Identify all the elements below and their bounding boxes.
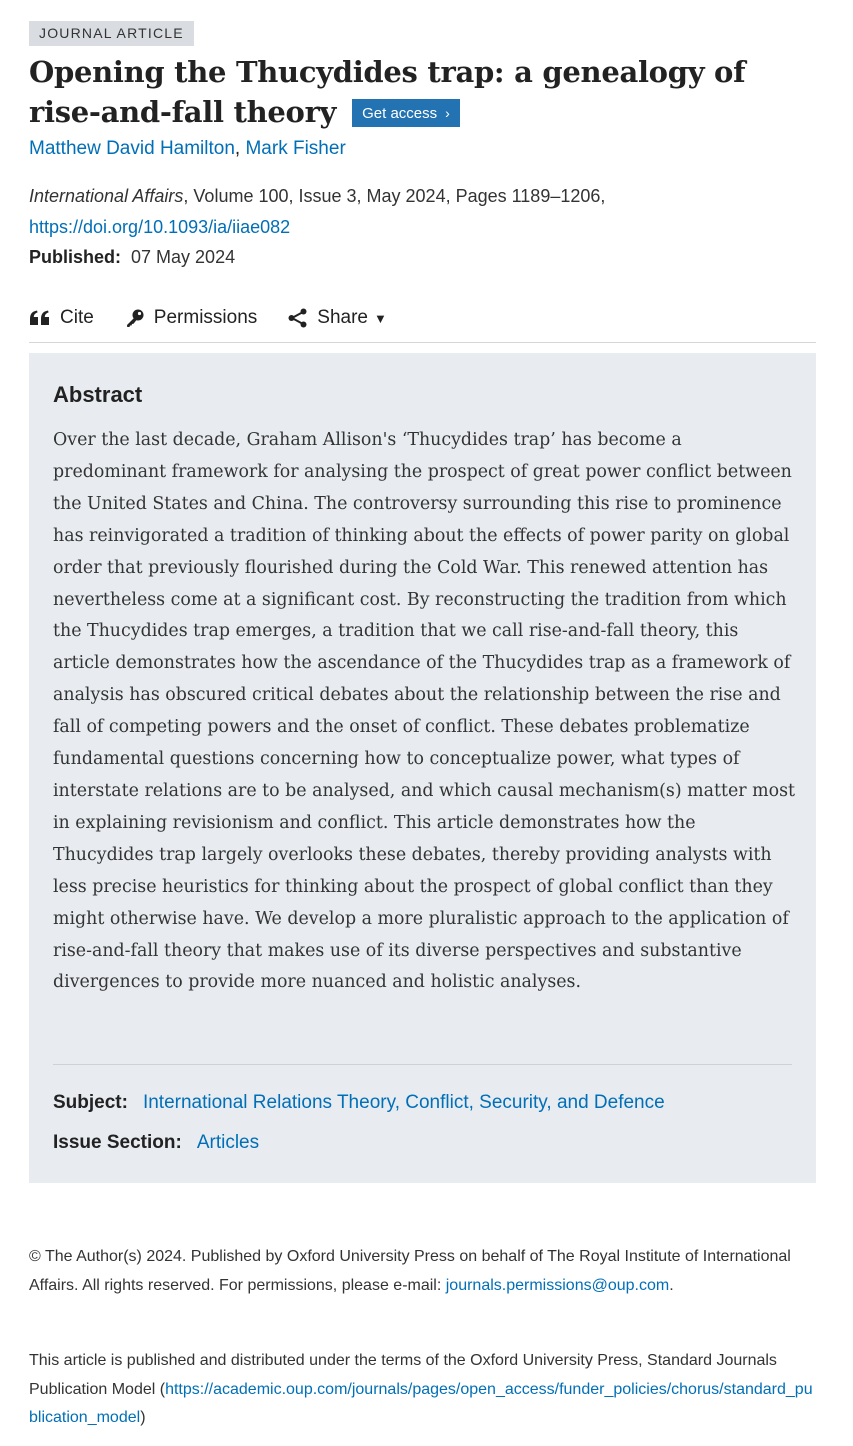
author-link[interactable]: Matthew David Hamilton: [29, 138, 235, 159]
cite-button[interactable]: [29, 307, 94, 329]
author-separator: ,: [234, 138, 246, 159]
permissions-email-link[interactable]: journals.permissions@oup.com: [445, 1276, 670, 1294]
license-end: ): [140, 1409, 146, 1426]
toolbar-divider: [29, 342, 816, 343]
get-access-button[interactable]: [352, 99, 460, 127]
issue-section-label: Issue Section:: [53, 1132, 182, 1153]
cite-label: Cite: [60, 307, 94, 328]
abstract-text: Over the last decade, Graham Allison's ‘Thucydides trap’ has become a predominant framework for analysing the prospect of great power conflict between the United States and China. The controversy surrounding this rise to prominence has reinvigorated a tradition of thinking about the effects of power parity on global order that previously flourished during the Cold War. This renewed attention has nevertheless come at a significant cost. By reconstructing the tradition from which the Thucydides trap emerges, a tradition that we call rise-and-fall theory, this article demonstrates how the ascendance of the Thucydides trap as a framework of analysis has obscured critical debates about the relationship between the rise and fall of competing powers and the onset of conflict. These debates problematize fundamental questions concerning how to conceptualize power, what types of interstate relations are to be analysed, and which causal mechanism(s) matter most in explaining revisionism and conflict. This article demonstrates how the Thucydides trap largely overlooks these debates, thereby providing analysts with less precise heuristics for thinking about the prospect of global conflict than they might otherwise have. We develop a more pluralistic approach to the application of rise-and-fall theory that makes use of its diverse perspectives and substantive divergences to provide more nuanced and holistic analyses.: [53, 430, 795, 993]
subject-row: [53, 1089, 665, 1117]
abstract-heading: Abstract: [53, 382, 143, 407]
subject-link[interactable]: International Relations Theory: [142, 1092, 395, 1113]
subject-separator: ,: [394, 1092, 406, 1113]
citation-details: , Volume 100, Issue 3, May 2024, Pages 1189–1206,: [183, 186, 606, 206]
issue-section-row: [53, 1129, 259, 1157]
key-icon: [125, 308, 145, 328]
published-label: Published:: [29, 247, 122, 267]
copyright-end: .: [669, 1276, 674, 1294]
get-access-label: Get access: [362, 105, 438, 122]
citation: [29, 181, 605, 243]
published-value: 07 May 2024: [131, 247, 236, 267]
permissions-label: Permissions: [153, 307, 258, 328]
caret-down-icon: ▼: [373, 310, 387, 326]
license-url-link[interactable]: https://academic.oup.com/journals/pages/open_access/funder_policies/chorus/standard_publication_model: [29, 1380, 813, 1426]
permissions-button[interactable]: [125, 307, 257, 329]
copyright-text: © The Author(s) 2024. Published by Oxford University Press on behalf of The Royal Institute of International Affairs. All rights reserved. For permissions, please e-mail:: [29, 1248, 791, 1294]
article-toolbar: [29, 303, 418, 333]
author-link[interactable]: Mark Fisher: [245, 138, 346, 159]
issue-section-link[interactable]: Articles: [196, 1132, 260, 1153]
share-button[interactable]: [288, 307, 387, 329]
abstract-divider: [53, 1064, 792, 1065]
chevron-right-icon: ›: [445, 105, 450, 121]
published-date: [29, 243, 235, 271]
quote-icon: [29, 310, 51, 326]
share-label: Share: [317, 307, 368, 328]
article-title-text: Opening the Thucydides trap: a genealogy of rise-and-fall theory: [29, 55, 746, 129]
copyright-notice: [29, 1243, 819, 1300]
subject-link[interactable]: Conflict, Security, and Defence: [405, 1092, 665, 1113]
author-list: [29, 135, 346, 163]
article-type-badge: JOURNAL ARTICLE: [29, 21, 194, 46]
license-notice: [29, 1347, 819, 1433]
share-icon: [288, 308, 308, 328]
subject-label: Subject:: [53, 1092, 128, 1113]
journal-name: International Affairs: [29, 186, 184, 206]
article-title: [29, 52, 809, 132]
doi-link[interactable]: https://doi.org/10.1093/ia/iiae082: [29, 217, 291, 237]
license-text: This article is published and distributed under the terms of the Oxford University Press, Standard Journals Publication Model (: [29, 1352, 777, 1398]
abstract-section: [29, 353, 816, 1183]
